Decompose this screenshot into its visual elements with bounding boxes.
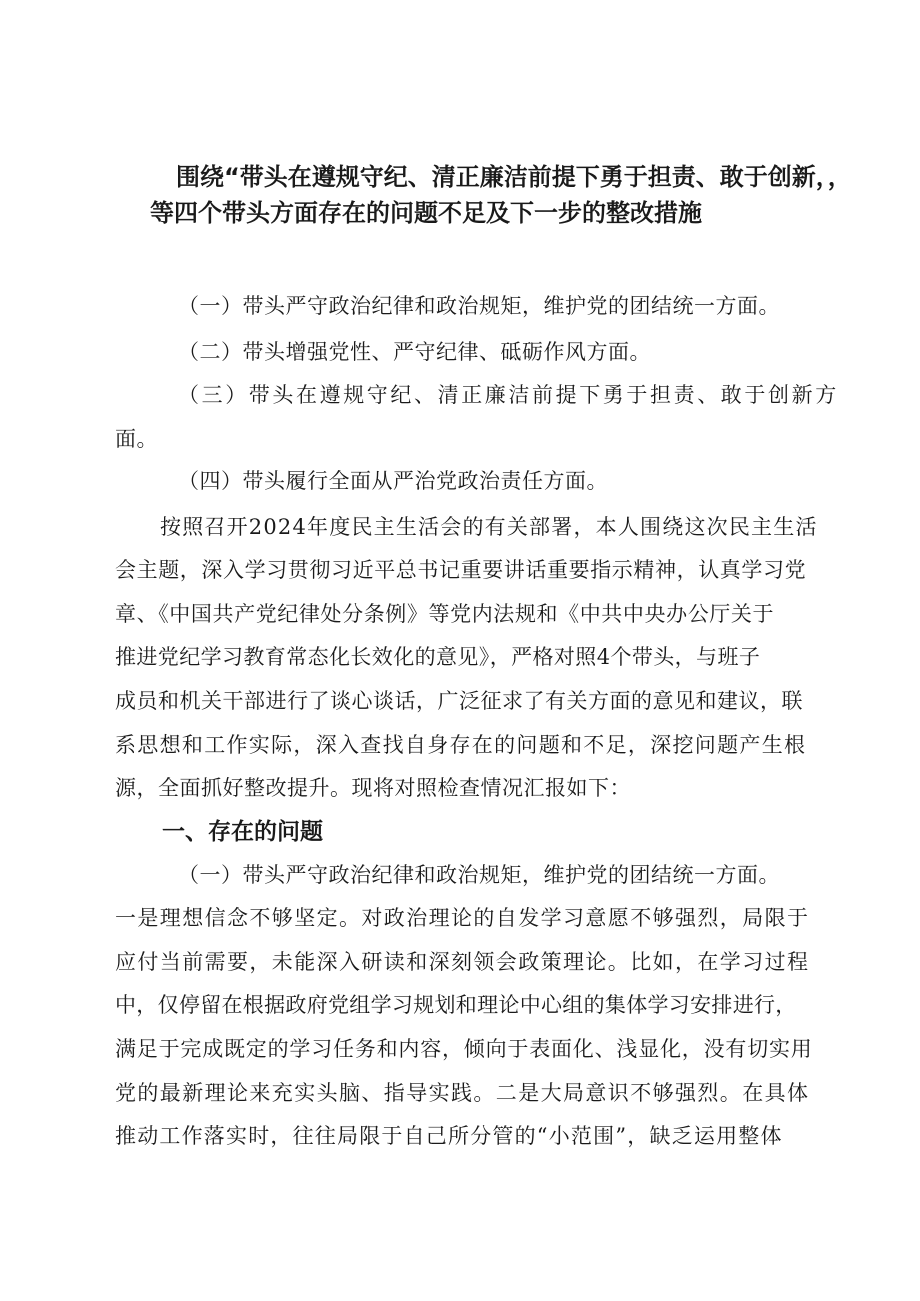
intro-line-6: 系思想和工作实际，深入查找自身存在的问题和不足，深挖问题产生根 [115, 733, 807, 757]
section-body-line-2: 一是理想信念不够坚定。对政治理论的自发学习意愿不够强烈，局限于 [115, 906, 810, 930]
document-title-line-1: 围绕“带头在遵规守纪、清正廉洁前提下勇于担责、敢于创新，， [176, 163, 852, 191]
section-body-line-3: 应付当前需要，未能深入研读和深刻领会政策理论。比如，在学习过程 [115, 950, 810, 974]
intro-line-2: 会主题，深入学习贯彻习近平总书记重要讲话重要指示精神，认真学习党 [115, 558, 807, 582]
section-body-line-1: （一）带头严守政治纪律和政治规矩，维护党的团结统一方面。 [178, 863, 780, 887]
section-body-line-6: 党的最新理论来充实头脑、指导实践。二是大局意识不够强烈。在具体 [115, 1081, 810, 1105]
outline-item-2: （二）带头增强党性、严守纪律、砥砺作风方面。 [178, 340, 651, 364]
section-body-line-7: 推动工作落实时，往往局限于自己所分管的“小范围”，缺乏运用整体 [115, 1124, 783, 1148]
outline-item-3-cont: 面。 [115, 427, 158, 451]
outline-item-4: （四）带头履行全面从严治党政治责任方面。 [178, 469, 608, 493]
intro-line-7: 源，全面抓好整改提升。现将对照检查情况汇报如下： [115, 776, 631, 800]
section-body-line-4: 中，仅停留在根据政府党组学习规划和理论中心组的集体学习安排进行， [115, 993, 797, 1017]
outline-item-1: （一）带头严守政治纪律和政治规矩，维护党的团结统一方面。 [178, 294, 780, 318]
outline-item-3: （三）带头在遵规守纪、清正廉洁前提下勇于担责、敢于创新方 [178, 383, 839, 407]
section-heading: 一、存在的问题 [162, 819, 323, 845]
section-body-line-5: 满足于完成既定的学习任务和内容，倾向于表面化、浅显化，没有切实用 [115, 1037, 813, 1061]
intro-line-4: 推进党纪学习教育常态化长效化的意见》，严格对照4个带头，与班子 [115, 645, 761, 669]
intro-line-3: 章、《中国共产党纪律处分条例》等党内法规和《中共中央办公厅关于 [115, 602, 775, 626]
document-title-line-2: 等四个带头方面存在的问题不足及下一步的整改措施 [150, 199, 702, 227]
intro-line-5: 成员和机关干部进行了谈心谈话，广泛征求了有关方面的意见和建议，联 [115, 689, 803, 713]
intro-line-1: 按照召开2024年度民主生活会的有关部署，本人围绕这次民主生活 [160, 515, 818, 539]
